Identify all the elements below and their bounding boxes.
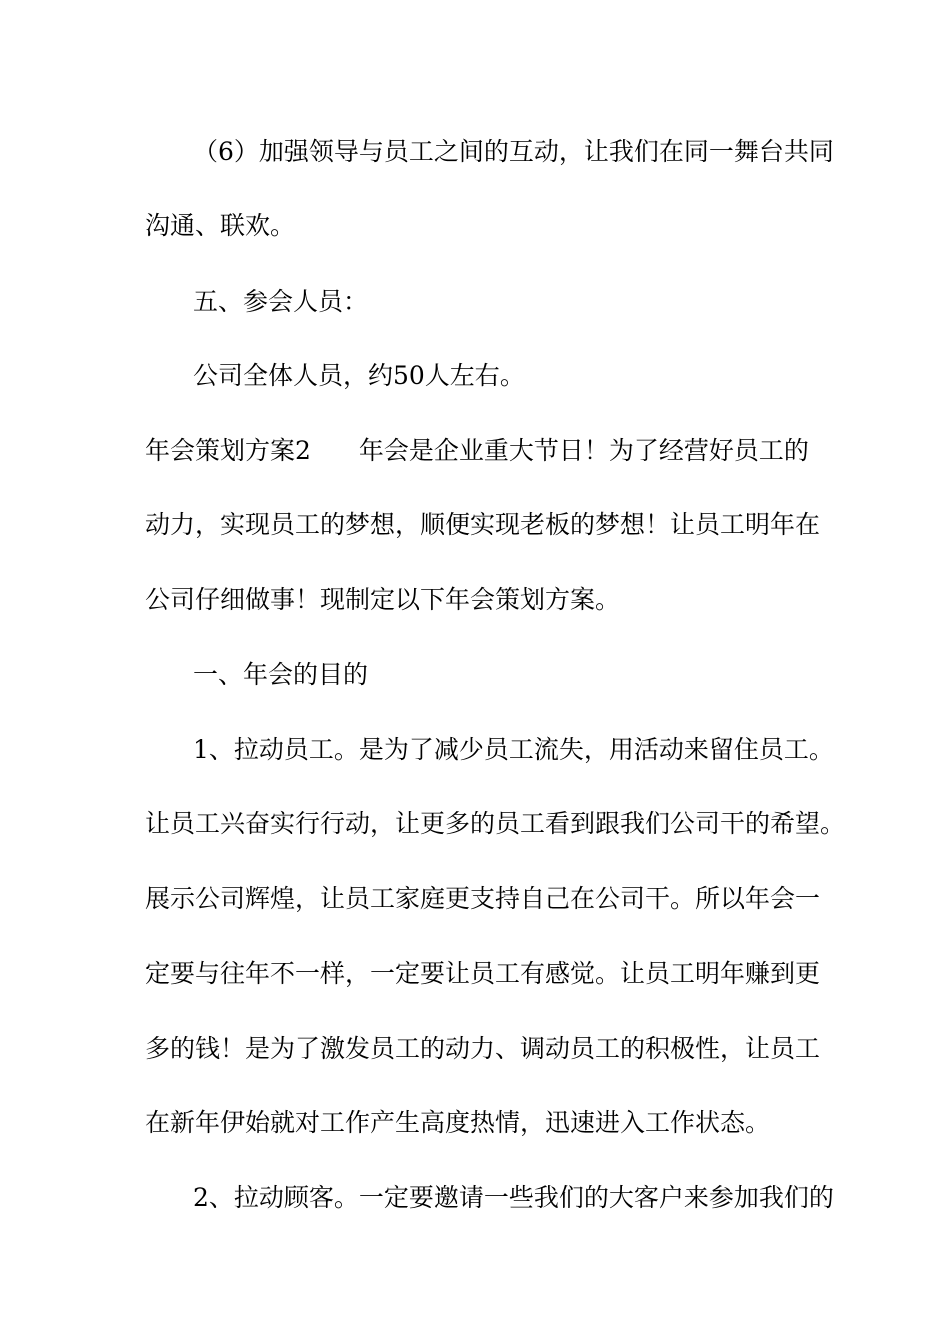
paragraph-line: 公司全体人员，约50人左右。 <box>193 361 525 390</box>
paragraph-line: 让员工兴奋实行行动，让更多的员工看到跟我们公司干的希望。 <box>145 809 846 838</box>
paragraph-text: 年会是企业重大节日！为了经营好员工的 <box>358 436 809 465</box>
paragraph-line: 2、拉动顾客。一定要邀请一些我们的大客户来参加我们的 <box>193 1183 834 1212</box>
section-heading: 一、年会的目的 <box>193 660 369 689</box>
paragraph-line: 在新年伊始就对工作产生高度热情，迅速进入工作状态。 <box>145 1108 771 1137</box>
document-title: 年会策划方案2 <box>145 436 311 465</box>
paragraph-line: 多的钱！是为了激发员工的动力、调动员工的积极性，让员工 <box>145 1034 821 1063</box>
paragraph-line: 展示公司辉煌，让员工家庭更支持自己在公司干。所以年会一 <box>145 884 821 913</box>
paragraph-line <box>145 436 809 466</box>
paragraph-line: 动力，实现员工的梦想，顺便实现老板的梦想！让员工明年在 <box>145 510 821 539</box>
paragraph-line: （6）加强领导与员工之间的互动，让我们在同一舞台共同 <box>193 137 834 166</box>
paragraph-line: 定要与往年不一样，一定要让员工有感觉。让员工明年赚到更 <box>145 959 821 988</box>
paragraph-line: 1、拉动员工。是为了减少员工流失，用活动来留住员工。 <box>193 735 834 764</box>
paragraph-line: 沟通、联欢。 <box>145 211 296 240</box>
section-heading: 五、参会人员： <box>193 287 369 316</box>
paragraph-line: 公司仔细做事！现制定以下年会策划方案。 <box>145 585 621 614</box>
